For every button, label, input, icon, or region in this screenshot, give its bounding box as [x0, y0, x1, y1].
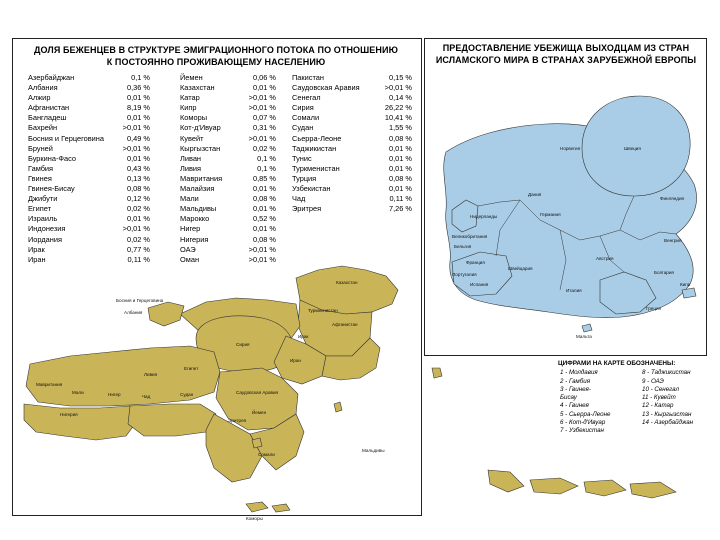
malta-label: Мальта	[576, 334, 592, 339]
refugee-share-value: 0,01 %	[252, 204, 276, 214]
bulgaria-label: Болгария	[654, 270, 674, 275]
comoros-label: Коморы	[246, 516, 263, 521]
country-name: Гвинея	[28, 173, 52, 183]
refugee-share-value: >0,01 %	[248, 254, 276, 264]
refugee-share-value: 0,02 %	[252, 143, 276, 153]
refugee-share-value: 0,01 %	[388, 163, 412, 173]
bosnia-label: Босния и Герцеговина	[116, 298, 164, 303]
country-name: Марокко	[180, 214, 210, 224]
legend-item: 4 - Гвинея	[560, 402, 589, 410]
country-name: Израиль	[28, 214, 58, 224]
niger-label: Нигер	[108, 392, 121, 397]
refugee-share-value: >0,01 %	[384, 83, 412, 93]
refugee-share-value: 0,06 %	[252, 73, 276, 82]
country-name: Сенегал	[292, 93, 321, 103]
refugee-share-value: 0,12 %	[126, 194, 150, 204]
country-name: Чад	[292, 194, 306, 204]
legend-item: 12 - Катар	[642, 402, 674, 410]
mali-label: Мали	[72, 390, 84, 395]
country-name: Сирия	[292, 103, 314, 113]
country-name: Афганистан	[28, 103, 70, 113]
country-name: Албания	[28, 83, 58, 93]
refugee-share-value: 0,85 %	[252, 173, 276, 183]
sudan-label: Судан	[180, 392, 194, 397]
left-cartogram	[24, 266, 398, 512]
norway-label: Норвегия	[560, 146, 581, 151]
chad-label: Чад	[142, 394, 151, 399]
germany-label: Германия	[540, 212, 561, 217]
country-name: Турция	[292, 173, 317, 183]
refugee-share-value: 0,1 %	[257, 153, 276, 163]
country-name: Гвинея-Бисау	[28, 184, 75, 194]
country-name: Гамбия	[28, 163, 54, 173]
refugee-share-value: 0,14 %	[388, 93, 412, 103]
france-label: Франция	[466, 260, 485, 265]
kazakhstan-label: Казахстан	[336, 280, 358, 285]
country-name: Узбекистан	[292, 184, 331, 194]
refugee-share-value: 0,08 %	[126, 184, 150, 194]
legend-item: 1 - Молдавия	[560, 369, 598, 377]
iran-label: Иран	[290, 358, 301, 363]
country-name: Египет	[28, 204, 52, 214]
refugee-share-value: >0,01 %	[248, 103, 276, 113]
syria-label: Сирия	[236, 342, 250, 347]
country-name: Кот-д'Ивуар	[180, 123, 221, 133]
country-name: Нигерия	[180, 234, 209, 244]
refugee-share-value: >0,01 %	[248, 93, 276, 103]
belgium-label: Бельгия	[454, 244, 472, 249]
maldives-label: Мальдивы	[362, 448, 385, 453]
refugee-share-value: 0,1 %	[257, 163, 276, 173]
refugee-share-value: 26,22 %	[384, 103, 412, 113]
refugee-share-value: 0,01 %	[126, 153, 150, 163]
country-name: Алжир	[28, 93, 51, 103]
country-name: Таджикистан	[292, 143, 337, 153]
country-name: Оман	[180, 254, 200, 264]
legend-item: 11 - Кувейт	[642, 394, 676, 402]
country-name: Сомали	[292, 113, 320, 123]
mauritania-label: Мавритания	[36, 382, 63, 387]
albania-label: Албания	[124, 310, 143, 315]
switzerland-label: Швейцария	[508, 266, 533, 271]
country-name: Мальдивы	[180, 204, 217, 214]
portugal-label: Португалия	[452, 272, 477, 277]
legend-items	[560, 369, 718, 435]
legend-item: 14 - Азербайджан	[642, 419, 694, 427]
left-map-title: ДОЛЯ БЕЖЕНЦЕВ В СТРУКТУРЕ ЭМИГРАЦИОННОГО ПОТОКА ПО ОТНОШЕНИЮ К ПОСТОЯННО ПРОЖИВАЮЩЕМУ НАСЕЛЕНИЮ	[34, 45, 398, 67]
refugee-share-value: >0,01 %	[122, 123, 150, 133]
legend-item: 3 - Гвинея-	[560, 385, 591, 393]
refugee-share-value: 0,01 %	[388, 143, 412, 153]
country-name: Буркина-Фасо	[28, 153, 77, 163]
refugee-share-value: >0,01 %	[248, 244, 276, 254]
country-name: Тунис	[292, 153, 312, 163]
refugee-share-value: 0,36 %	[126, 83, 150, 93]
country-name: Кипр	[180, 103, 197, 113]
eritrea-label: Эритрея	[228, 418, 247, 423]
egypt-label: Египет	[184, 366, 199, 371]
country-name: Иран	[28, 254, 46, 264]
country-name: Ливан	[180, 153, 202, 163]
refugee-share-value: 0,01 %	[388, 184, 412, 194]
refugee-share-value: 0,07 %	[252, 113, 276, 123]
country-name: Джибути	[28, 194, 58, 204]
austria-label: Австрия	[596, 256, 614, 261]
legend-item: 8 - Таджикистан	[642, 369, 691, 377]
country-name: Туркменистан	[292, 163, 340, 173]
refugee-share-value: 0,08 %	[388, 133, 412, 143]
country-name: Саудовская Аравия	[292, 83, 360, 93]
yemen-label: Йемен	[252, 410, 267, 415]
refugee-share-value: 0,02 %	[126, 204, 150, 214]
legend-item: 2 - Гамбия	[560, 377, 591, 385]
legend-item: 5 - Сьерра-Леоне	[560, 410, 611, 418]
country-name: Индонезия	[28, 224, 66, 234]
country-name: Босния и Герцеговина	[28, 133, 104, 143]
maldives-islet	[334, 402, 342, 412]
refugee-share-value: 0,08 %	[388, 173, 412, 183]
comoros-islet	[252, 438, 262, 448]
sweden-label: Швеция	[624, 146, 641, 151]
country-name: Азербайджан	[28, 73, 75, 82]
country-name: Бангладеш	[28, 113, 67, 123]
north-africa-region	[26, 346, 220, 406]
afghanistan-label: Афганистан	[332, 322, 358, 327]
sahel-region	[128, 404, 216, 436]
country-name: Иордания	[28, 234, 62, 244]
refugee-share-value: >0,01 %	[122, 224, 150, 234]
country-name: Мали	[180, 194, 199, 204]
country-name: Кыргызстан	[180, 143, 221, 153]
refugee-share-value: 0,77 %	[126, 244, 150, 254]
refugee-share-value: 0,01 %	[126, 214, 150, 224]
country-name: Судан	[292, 123, 314, 133]
refugee-share-value: 0,08 %	[252, 194, 276, 204]
legend-item: 10 - Сенегал	[642, 385, 679, 393]
refugee-share-value: 0,11 %	[127, 254, 150, 264]
somali-label: Сомали	[258, 452, 275, 457]
refugee-share-value: 0,15 %	[388, 73, 412, 82]
cyprus-islet	[682, 288, 696, 298]
refugee-share-value: 10,41 %	[384, 113, 412, 123]
hungary-label: Венгрия	[664, 238, 682, 243]
country-name: Нигер	[180, 224, 201, 234]
libya-label: Ливия	[144, 372, 158, 377]
refugee-share-value: 0,13 %	[126, 173, 150, 183]
spain-label: Испания	[470, 282, 489, 287]
refugee-share-value: 0,01 %	[126, 113, 150, 123]
malta-islet	[582, 324, 592, 332]
legend-item: 6 - Кот-д'Ивуар	[560, 419, 606, 427]
country-name: Бахрейн	[28, 123, 58, 133]
netherlands-label: Нидерланды	[470, 214, 498, 219]
legend-item: 13 - Кыргызстан	[642, 410, 692, 418]
country-name: Казахстан	[180, 83, 215, 93]
country-name: ОАЭ	[180, 244, 196, 254]
right-map-title: ПРЕДОСТАВЛЕНИЕ УБЕЖИЩА ВЫХОДЦАМ ИЗ СТРАН ИСЛАМСКОГО МИРА В СТРАНАХ ЗАРУБЕЖНОЙ ЕВРОПЫ	[435, 43, 697, 65]
country-name: Бруней	[28, 143, 53, 153]
legend-item: 7 - Узбекистан	[560, 427, 604, 435]
saudi-label: Саудовская Аравия	[236, 390, 279, 395]
refugee-share-value: 0,49 %	[126, 133, 150, 143]
refugee-share-value: 0,02 %	[126, 234, 150, 244]
country-name: Катар	[180, 93, 200, 103]
refugee-share-value: 0,01 %	[252, 184, 276, 194]
refugee-share-value: 0,01 %	[252, 224, 276, 234]
refugee-share-value: 0,43 %	[126, 163, 150, 173]
west-africa-region	[24, 404, 138, 440]
country-name: Ливия	[180, 163, 202, 173]
country-name: Сьерра-Леоне	[292, 133, 342, 143]
refugee-share-value: 0,52 %	[252, 214, 276, 224]
refugee-share-value: 1,55 %	[388, 123, 412, 133]
refugee-share-value: 0,01 %	[126, 93, 150, 103]
refugee-share-value: 0,1 %	[131, 73, 150, 82]
refugee-share-value: 7,26 %	[388, 204, 412, 214]
refugee-share-value: 8,19 %	[126, 103, 150, 113]
greece-label: Греция	[646, 306, 662, 311]
country-name: Коморы	[180, 113, 208, 123]
legend-item	[642, 427, 712, 435]
refugee-share-value: >0,01 %	[248, 133, 276, 143]
indonesia-islet-2	[272, 504, 290, 512]
nigeria-label: Нигерия	[60, 412, 78, 417]
italy-label: Италия	[566, 288, 582, 293]
country-name: Эритрея	[292, 204, 322, 214]
uk-label: Великобритания	[452, 234, 488, 239]
country-name: Пакистан	[292, 73, 324, 82]
refugee-share-value: 0,08 %	[252, 234, 276, 244]
legend-item: Бисау	[560, 394, 577, 402]
cyprus-label: Кипр	[680, 282, 691, 287]
refugee-share-value: 0,01 %	[388, 153, 412, 163]
refugee-share-value: 0,11 %	[389, 194, 412, 204]
refugee-share-value: >0,01 %	[122, 143, 150, 153]
refugee-share-value: 0,01 %	[252, 83, 276, 93]
iraq-label: Ирак	[298, 334, 309, 339]
legend-item: 9 - ОАЭ	[642, 377, 664, 385]
country-name: Ирак	[28, 244, 45, 254]
denmark-label: Дания	[528, 192, 542, 197]
country-name: Малайзия	[180, 184, 215, 194]
turkmenistan-label: Туркменистан	[308, 308, 338, 313]
country-name: Мавритания	[180, 173, 223, 183]
country-name: Кувейт	[180, 133, 204, 143]
indonesia-islet-1	[246, 502, 268, 512]
refugee-share-value: 0,31 %	[252, 123, 276, 133]
legend-title: ЦИФРАМИ НА КАРТЕ ОБОЗНАЧЕНЫ:	[558, 360, 676, 367]
country-name: Йемен	[180, 73, 203, 82]
balkans-region	[148, 302, 184, 326]
legend	[558, 360, 718, 436]
finland-label: Финляндия	[660, 196, 685, 201]
